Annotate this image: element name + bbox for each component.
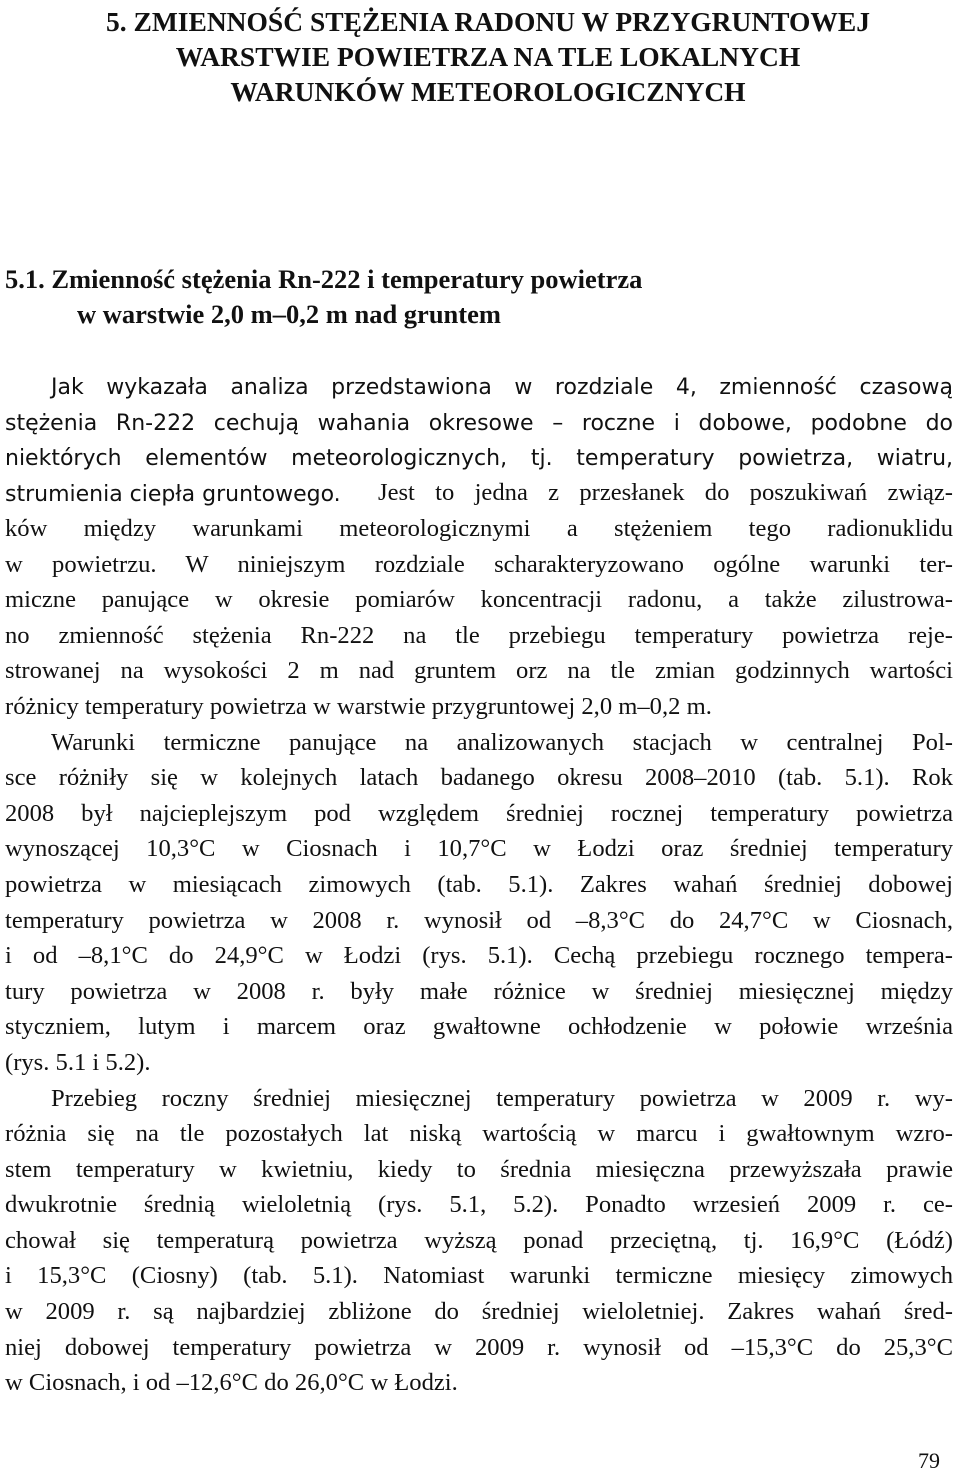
text-line: Przebieg roczny średniej miesięcznej temperatury powietrza w 2009 r. wy- <box>51 1084 953 1112</box>
section-title-line: 5.1. Zmienność stężenia Rn-222 i temperatury powietrza <box>5 264 643 294</box>
text-line: no zmienność stężenia Rn-222 na tle przebiegu temperatury powietrza reje- <box>5 621 953 649</box>
text-line: strowanej na wysokości 2 m nad gruntem orz na tle zmian godzinnych wartości <box>5 657 953 685</box>
text-line: powietrza w miesiącach zimowych (tab. 5.1). Zakres wahań średniej dobowej <box>5 870 953 898</box>
text-line: 2008 był najcieplejszym pod względem średniej rocznej temperatury powietrza <box>5 799 953 827</box>
text-line: chował się temperaturą powietrza wyższą ponad przeciętną, tj. 16,9°C (Łódź) <box>5 1226 953 1254</box>
chapter-title-line: WARUNKÓW METEOROLOGICZNYCH <box>230 76 746 107</box>
text-line: Jest to jedna z przesłanek do poszukiwań związ- <box>378 479 953 506</box>
text-line: ków między warunkami meteorologicznymi a stężeniem tego radionuklidu <box>5 515 953 542</box>
text-line: w 2009 r. są najbardziej zbliżone do średniej wieloletniej. Zakres wahań śred- <box>5 1298 953 1326</box>
text-line: styczniem, lutym i marcem oraz gwałtowne ochłodzenie w połowie września <box>5 1013 953 1041</box>
text-line: i od –8,1°C do 24,9°C w Łodzi (rys. 5.1). Cechą przebiegu rocznego tempera- <box>5 942 953 970</box>
chapter-title-line: 5. ZMIENNOŚĆ STĘŻENIA RADONU W PRZYGRUNTOWEJ <box>105 6 871 37</box>
text-line: temperatury powietrza w 2008 r. wynosił od –8,3°C do 24,7°C w Ciosnach, <box>5 906 953 934</box>
text-line: tury powietrza w 2008 r. były małe różnice w średniej miesięcznej między <box>5 977 953 1005</box>
body-text-continuation <box>378 475 953 511</box>
text-line: i 15,3°C (Ciosny) (tab. 5.1). Natomiast warunki termiczne miesięcy zimowych <box>5 1262 953 1290</box>
body-text <box>5 511 953 1401</box>
text-line: strumienia ciepła gruntowego. <box>5 481 341 507</box>
chapter-title-line: WARSTWIE POWIETRZA NA TLE LOKALNYCH <box>175 41 801 72</box>
text-line: różnia się na tle pozostałych lat niską wartością w marcu i gwałtownym wzro- <box>5 1120 953 1148</box>
text-line: Jak wykazała analiza przedstawiona w rozdziale 4, zmienność czasową <box>51 375 953 400</box>
section-title-line: w warstwie 2,0 m–0,2 m nad gruntem <box>77 299 501 329</box>
page-number: 79 <box>918 1448 940 1473</box>
text-line: stężenia Rn-222 cechują wahania okresowe – roczne i dobowe, podobne do <box>5 410 953 436</box>
text-line: w powietrzu. W niniejszym rozdziale scharakteryzowano ogólne warunki ter- <box>5 550 953 578</box>
text-line: sce różniły się w kolejnych latach badanego okresu 2008–2010 (tab. 5.1). Rok <box>5 764 953 792</box>
text-line: dwukrotnie średnią wieloletnią (rys. 5.1, 5.2). Ponadto wrzesień 2009 r. ce- <box>5 1191 953 1219</box>
text-line: miczne panujące w okresie pomiarów koncentracji radonu, a także zilustrowa- <box>5 586 953 614</box>
text-line: Warunki termiczne panujące na analizowanych stacjach w centralnej Pol- <box>51 728 953 756</box>
text-line: wynoszącej 10,3°C w Ciosnach i 10,7°C w Łodzi oraz średniej temperatury <box>5 835 953 863</box>
text-line: niej dobowej temperatury powietrza w 2009 r. wynosił od –15,3°C do 25,3°C <box>5 1333 953 1361</box>
section-title <box>0 262 960 332</box>
text-line: różnicy temperatury powietrza w warstwie przygruntowej 2,0 m–0,2 m. <box>5 692 712 720</box>
text-line: w Ciosnach, i od –12,6°C do 26,0°C w Łodzi. <box>5 1369 458 1397</box>
text-line: stem temperatury w kwietniu, kiedy to średnia miesięczna przewyższała prawie <box>5 1155 953 1183</box>
text-line: niektórych elementów meteorologicznych, tj. temperatury powietrza, wiatru, <box>5 446 953 471</box>
chapter-title <box>38 4 938 109</box>
text-line: (rys. 5.1 i 5.2). <box>5 1048 151 1076</box>
